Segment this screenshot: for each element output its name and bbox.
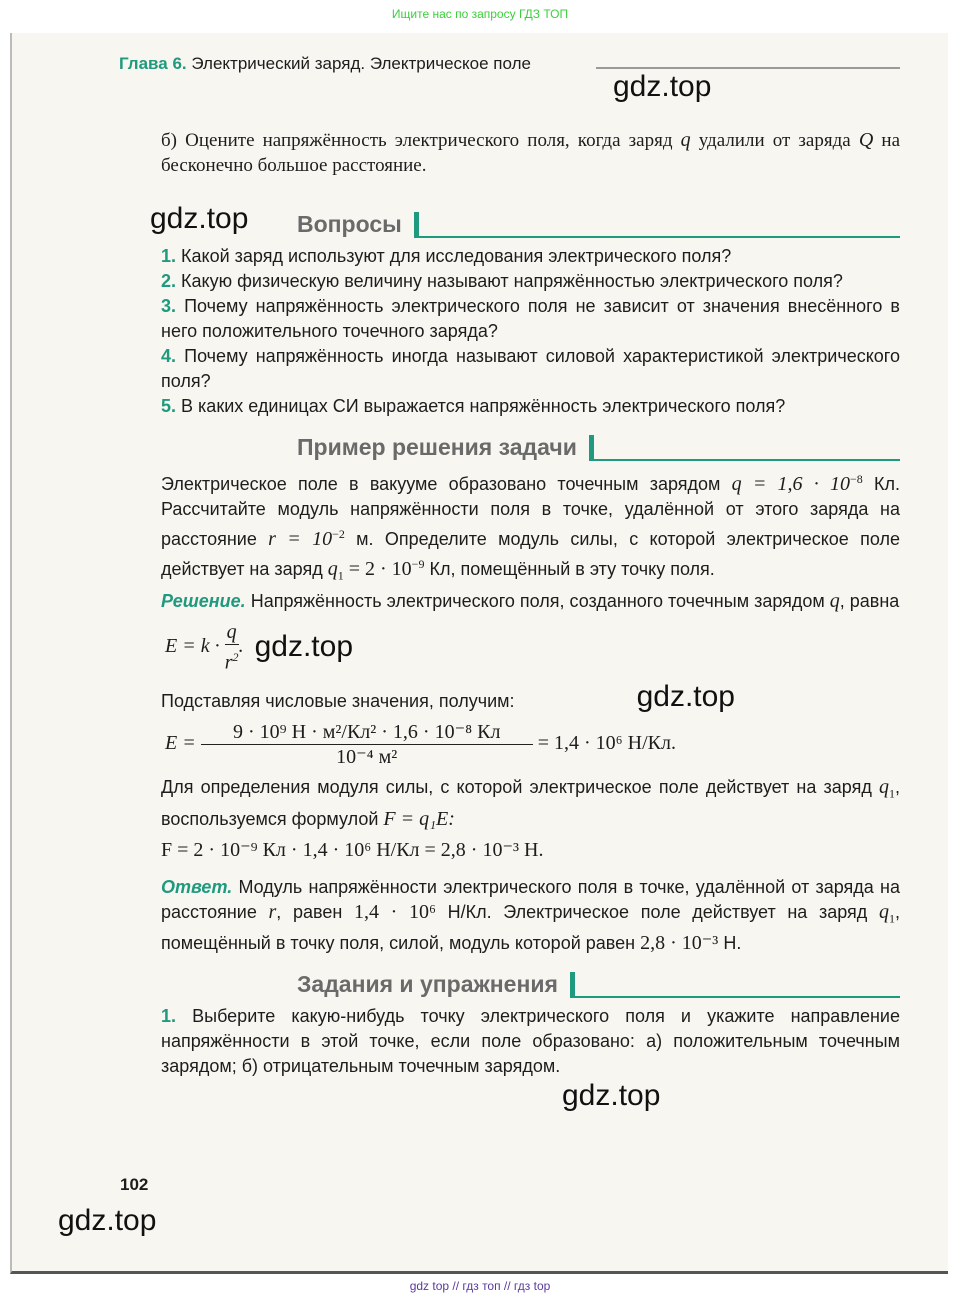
var-Q: Q [858, 129, 874, 151]
intro-text: удалили от заряда [690, 130, 859, 151]
var-q: q [878, 900, 889, 923]
numerator: q [226, 620, 237, 643]
fraction [201, 720, 533, 769]
watermark: gdz.top [58, 1204, 157, 1237]
problem-text: м. Определите модуль силы, с которой электрическое поле действует на заряд [161, 529, 901, 579]
question-number: 1. [161, 246, 177, 266]
solution-label: Решение. [161, 590, 246, 611]
fraction [225, 620, 239, 675]
subscript: 1 [888, 786, 895, 801]
intro-text: б) Оцените напряжённость электрического поля, когда заряд [161, 130, 681, 151]
search-banner: Ищите нас по запросу ГДЗ ТОП [391, 7, 569, 21]
questions-list [161, 244, 900, 419]
denominator-var: r [224, 651, 233, 674]
formula-E-kq-r2: E = k · $\frac{q}{r^2}$ . gdz.top [165, 620, 354, 674]
exercise-number: 1. [161, 1006, 177, 1027]
var-r: r [268, 900, 277, 923]
page-number: 102 [120, 1175, 149, 1194]
question-text: Почему напряжённость иногда называют силовой характеристикой электрического поля? [161, 346, 900, 391]
chapter-title: Электрический заряд. Электрическое поле [191, 54, 531, 73]
formula-F: F = 2 · 10⁻⁹ Кл · 1,4 · 10⁶ Н/Кл = 2,8 · 10⁻³ Н. [161, 838, 544, 861]
substitute-text: Подставляя числовые значения, получим: [161, 691, 515, 712]
section-rule [575, 996, 900, 998]
section-title-questions: Вопросы [297, 211, 402, 237]
formula: = 2 · 10 [343, 558, 412, 580]
page-content [150, 128, 901, 1113]
formula: q = 1,6 · 10 [731, 473, 850, 495]
chapter-number: Глава 6. [119, 54, 187, 73]
question-item [161, 344, 900, 394]
answer-text: Модуль напряжённости электрического поля в точке, удалённой от заряда на расстояние [161, 876, 900, 922]
exercise-text: Выберите какую-нибудь точку электрического поля и укажите направление напряжённости в этой точке, если поле образовано: а) положительным точечным зарядом; б) отрицательным точечным зарядом. [161, 1006, 900, 1077]
answer-text: , равен [276, 901, 354, 922]
question-number: 5. [161, 396, 177, 416]
answer-text: Н. [718, 933, 742, 954]
chapter-header [119, 54, 531, 74]
header-rule [596, 67, 900, 69]
formula: r = 10 [268, 528, 333, 550]
question-item [161, 244, 900, 269]
watermark: gdz.top [613, 70, 712, 103]
var-q: q [878, 776, 889, 799]
intro-paragraph [161, 128, 900, 178]
solution-paragraph [161, 589, 900, 614]
answer-text: , помещённый в точку поля, силой, модуль которой равен [161, 901, 900, 954]
watermark: gdz.top [562, 1079, 661, 1113]
question-number: 4. [161, 346, 177, 366]
problem-text: Электрическое поле в вакууме образовано точечным зарядом [161, 474, 721, 494]
question-text: В каких единицах СИ выражается напряжённость электрического поля? [181, 396, 786, 416]
force-text: Для определения модуля силы, с которой электрическое поле действует на заряд [161, 777, 879, 798]
exponent: −8 [849, 472, 863, 486]
section-rule [594, 459, 900, 461]
section-header-exercises [161, 964, 900, 998]
exponent: −2 [332, 527, 345, 541]
exponent: −9 [411, 557, 425, 571]
formula: q [327, 558, 338, 580]
exercise-item [161, 1004, 900, 1079]
force-text: , воспользуемся формулой [161, 777, 900, 829]
section-header-questions [150, 202, 900, 238]
answer-label: Ответ. [161, 876, 233, 897]
example-problem [161, 467, 900, 589]
question-number: 2. [161, 271, 177, 291]
problem-text: Кл. Рассчитайте модуль напряжённости поля в точке, удалённой от этого заряда на расстояние [161, 474, 900, 549]
question-item [161, 294, 900, 344]
watermark: gdz.top [150, 202, 249, 235]
question-item [161, 269, 900, 294]
question-item [161, 394, 900, 419]
denominator: 10⁻⁴ м² [336, 746, 398, 769]
section-title-example: Пример решения задачи [297, 434, 577, 460]
section-marker [589, 435, 594, 461]
formula-left: E = [165, 732, 196, 755]
answer-value: 2,8 · 10⁻³ [640, 932, 719, 955]
watermark: gdz.top [636, 680, 735, 714]
solution-text: , равна [839, 590, 900, 611]
section-marker [414, 212, 419, 238]
substitute-row [161, 680, 900, 714]
denominator [225, 645, 239, 675]
var-q: q [680, 129, 691, 151]
question-number: 3. [161, 296, 177, 316]
exponent: 2 [232, 649, 239, 664]
formula: F = q₁E: [383, 807, 455, 830]
formula-left: E = k · [165, 634, 220, 657]
section-rule [419, 236, 900, 238]
solution-text: Напряжённость электрического поля, созданного точечным зарядом [245, 590, 830, 611]
watermark: gdz.top [254, 629, 354, 663]
footer-links: gdz top // гдз топ // гдз top [409, 1279, 551, 1293]
section-header-example [161, 427, 900, 461]
section-marker [570, 972, 575, 998]
question-text: Почему напряжённость электрического поля не зависит от значения внесённого в него положительного точечного заряда? [161, 296, 900, 341]
watermark-row [161, 1079, 900, 1113]
numerator: 9 · 10⁹ Н · м²/Кл² · 1,6 · 10⁻⁸ Кл [201, 720, 533, 745]
subscript: 1 [337, 568, 344, 583]
answer-paragraph [161, 875, 900, 957]
question-text: Какой заряд используют для исследования электрического поля? [181, 246, 732, 266]
subscript: 1 [888, 911, 895, 926]
problem-text: Кл, помещённый в эту точку поля. [424, 559, 715, 579]
answer-text: Н/Кл. Электрическое поле действует на заряд [435, 901, 879, 922]
force-paragraph [161, 775, 900, 832]
formula-result: = 1,4 · 10⁶ Н/Кл. [537, 732, 676, 755]
section-title-exercises: Задания и упражнения [297, 971, 558, 998]
question-text: Какую физическую величину называют напряжённостью электрического поля? [181, 271, 843, 291]
answer-value: 1,4 · 10⁶ [353, 900, 436, 923]
var-q: q [829, 589, 840, 612]
intro-text: на бесконечно большое расстояние. [161, 130, 901, 176]
formula-E-numeric [165, 720, 900, 769]
